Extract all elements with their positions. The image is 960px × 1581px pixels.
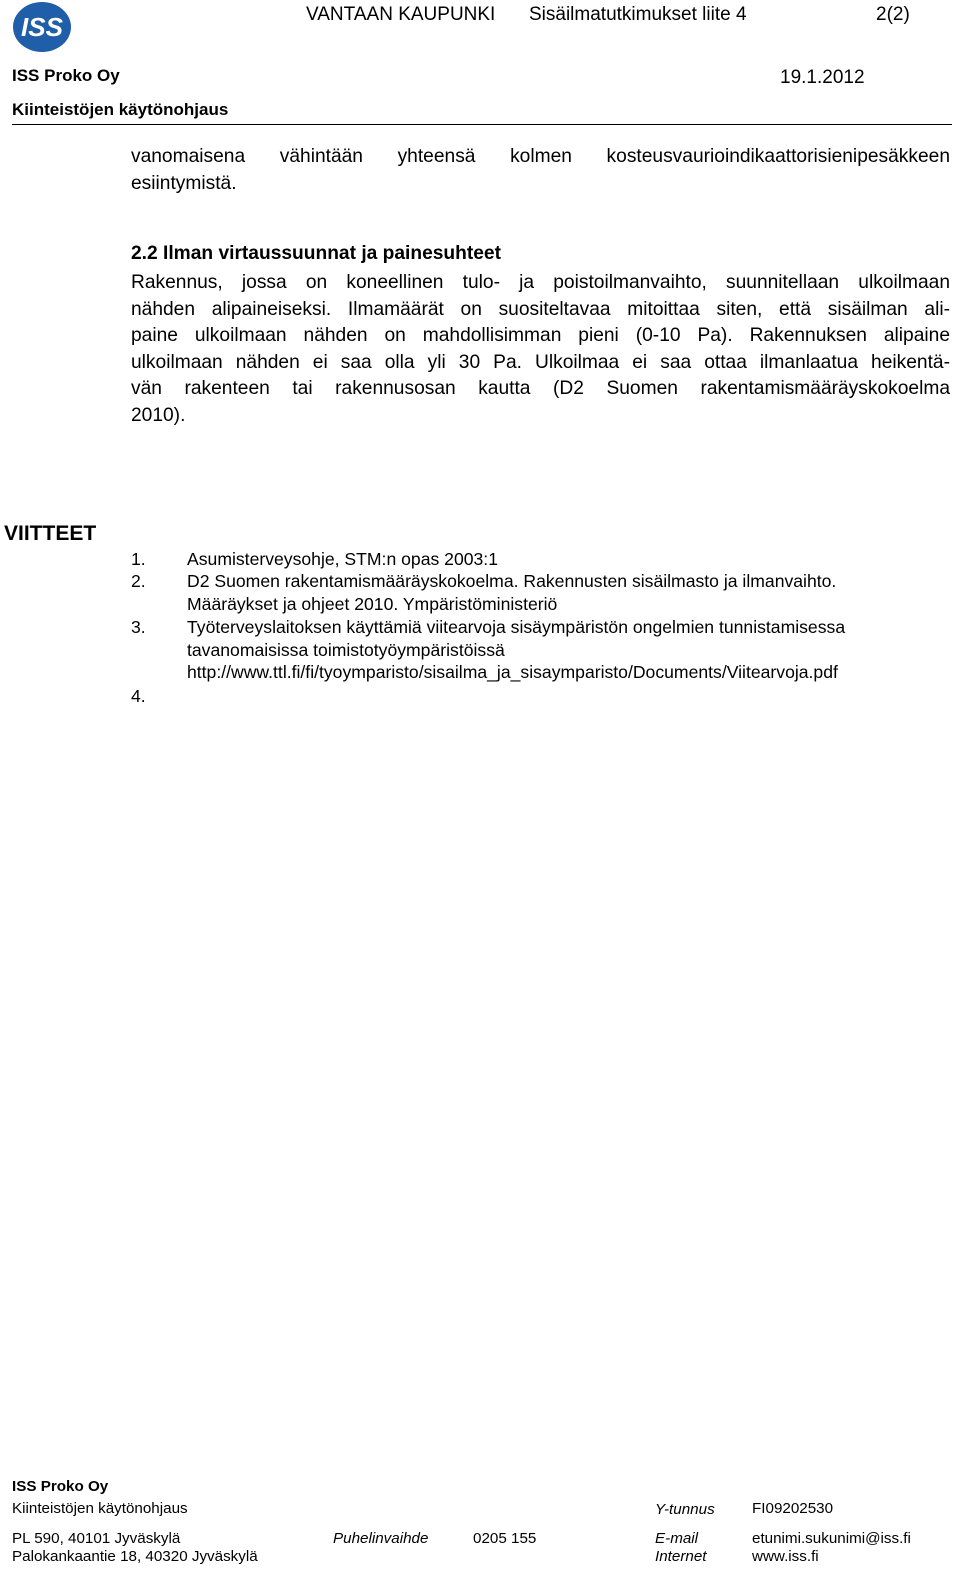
- iss-logo: [12, 1, 72, 53]
- header-document-title: Sisäilmatutkimukset liite 4: [529, 4, 747, 25]
- header-company: ISS Proko Oy: [12, 66, 120, 85]
- section-paragraph: [131, 270, 950, 429]
- reference-number: 4.: [131, 686, 146, 706]
- section-heading: 2.2 Ilman virtaussuunnat ja painesuhteet: [131, 243, 501, 264]
- reference-number: 3.: [131, 617, 146, 637]
- intro-line-1: vanomaisena vähintään yhteensä kolmen kosteusvaurioindikaattorisienipesäkkeen: [131, 146, 950, 167]
- footer-address-po: PL 590, 40101 Jyväskylä: [12, 1530, 181, 1547]
- footer-email-label: E-mail: [655, 1530, 699, 1547]
- reference-text: tavanomaisissa toimistotyöympäristöissä: [187, 640, 505, 660]
- header-divider: [12, 124, 952, 125]
- reference-number: 2.: [131, 571, 146, 591]
- intro-line-2: esiintymistä.: [131, 172, 237, 194]
- section-line-4: ulkoilmaan nähden ei saa olla yli 30 Pa. Ulkoilmaa ei saa ottaa ilmanlaatua heikentä-: [131, 351, 950, 373]
- header-page-number: 2(2): [876, 4, 910, 25]
- footer-company: ISS Proko Oy: [12, 1478, 109, 1495]
- section-line-6: 2010).: [131, 404, 186, 426]
- header-date: 19.1.2012: [780, 67, 865, 88]
- reference-number: 1.: [131, 549, 146, 569]
- reference-text: Määräykset ja ohjeet 2010. Ympäristöministeriö: [187, 594, 558, 614]
- footer-ytunnus-label: Y-tunnus: [655, 1501, 715, 1518]
- footer-email-value[interactable]: etunimi.sukunimi@iss.fi: [752, 1530, 911, 1547]
- footer-phone-label: Puhelinvaihde: [333, 1530, 429, 1547]
- reference-text: Työterveyslaitoksen käyttämiä viitearvoja sisäympäristön ongelmien tunnistamisessa: [187, 617, 846, 637]
- footer-phone-value: 0205 155: [473, 1530, 537, 1547]
- section-line-5: vän rakenteen tai rakennusosan kautta (D2 Suomen rakentamismääräyskokoelma: [131, 378, 950, 399]
- footer-ytunnus-value: FI09202530: [752, 1500, 834, 1517]
- footer-department: Kiinteistöjen käytönohjaus: [12, 1500, 188, 1517]
- intro-paragraph: [131, 144, 950, 197]
- logo-text: ISS: [21, 12, 63, 42]
- footer-internet-value[interactable]: www.iss.fi: [752, 1548, 819, 1565]
- footer-address-street: Palokankaantie 18, 40320 Jyväskylä: [12, 1548, 258, 1565]
- header-city: VANTAAN KAUPUNKI: [306, 4, 496, 25]
- reference-text: D2 Suomen rakentamismääräyskokoelma. Rakennusten sisäilmasto ja ilmanvaihto.: [187, 571, 837, 591]
- footer-internet-label: Internet: [655, 1548, 707, 1565]
- reference-link[interactable]: http://www.ttl.fi/fi/tyoymparisto/sisailma_ja_sisaymparisto/Documents/Viitearvoja.pdf: [187, 662, 838, 682]
- header-department: Kiinteistöjen käytönohjaus: [12, 100, 229, 119]
- references-title: VIITTEET: [4, 522, 97, 545]
- section-line-2: nähden alipaineiseksi. Ilmamäärät on suositeltavaa mitoittaa siten, että sisäilman ali-: [131, 298, 950, 320]
- section-line-1: Rakennus, jossa on koneellinen tulo- ja poistoilmanvaihto, suunnitellaan ulkoilmaan: [131, 272, 950, 293]
- section-line-3: paine ulkoilmaan nähden on mahdollisimman pieni (0-10 Pa). Rakennuksen alipaine: [131, 325, 950, 346]
- reference-text: Asumisterveysohje, STM:n opas 2003:1: [187, 549, 498, 569]
